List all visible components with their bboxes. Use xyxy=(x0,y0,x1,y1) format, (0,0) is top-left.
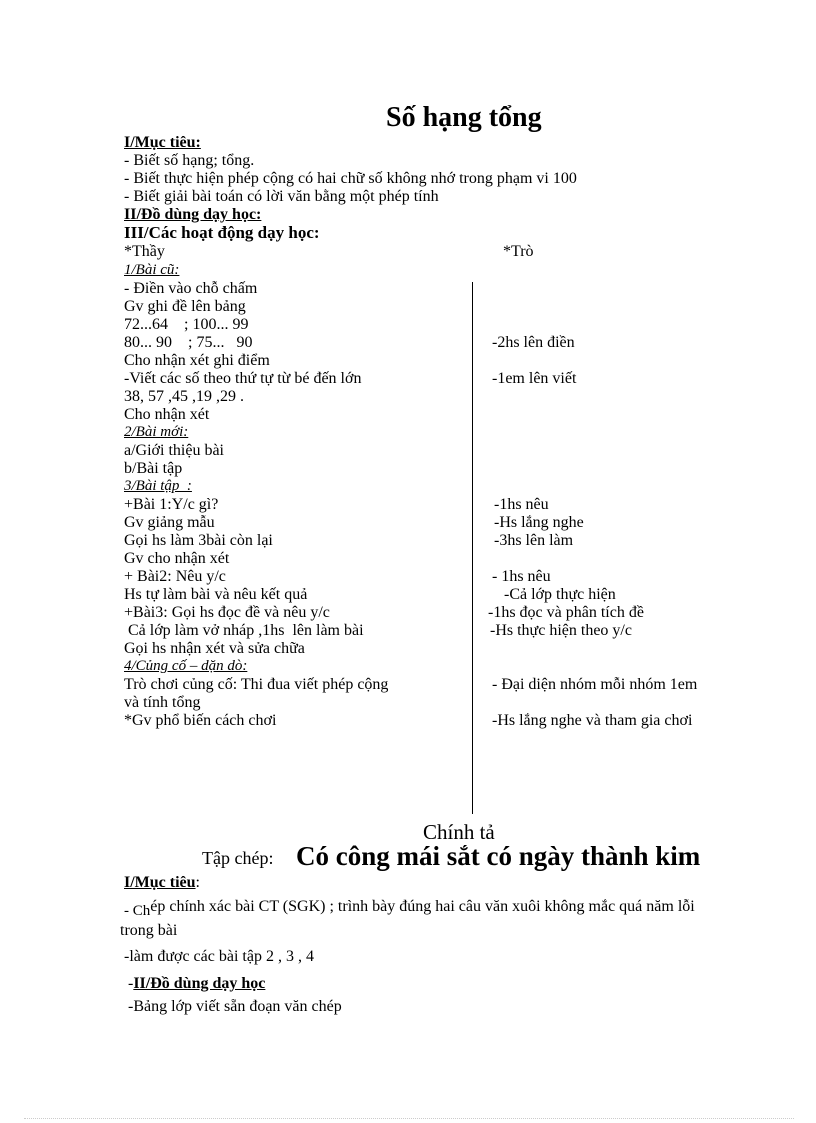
objective-line-2-cont: trong bài xyxy=(120,922,178,939)
student-line: - 1hs nêu xyxy=(492,568,551,585)
objective-line-2-start: - Ch xyxy=(124,903,151,919)
activities-heading: III/Các hoạt động dạy học: xyxy=(124,223,320,242)
section-heading-review: 4/Củng cố – dặn dò: xyxy=(124,658,248,674)
subject-title: Chính tả xyxy=(423,820,495,844)
lesson-prefix: Tập chép: xyxy=(202,848,274,868)
objectives-heading-2 xyxy=(124,874,200,892)
student-line: -2hs lên điền xyxy=(492,334,575,351)
teacher-line: *Gv phổ biến cách chơi xyxy=(124,712,277,729)
materials-heading: II/Đồ dùng dạy học: xyxy=(124,206,262,223)
teacher-line: b/Bài tập xyxy=(124,460,183,477)
teacher-line: - Điền vào chỗ chấm xyxy=(124,280,258,297)
student-line: -3hs lên làm xyxy=(494,532,574,549)
lesson-title: Có công mái sắt có ngày thành kim xyxy=(296,841,701,871)
section-heading-new-lesson: 2/Bài mới: xyxy=(124,424,189,440)
student-line: -1hs nêu xyxy=(494,496,549,513)
objectives-heading: I/Mục tiêu: xyxy=(124,134,201,151)
teacher-line: Cho nhận xét ghi điểm xyxy=(124,352,270,369)
teacher-line: Gọi hs làm 3bài còn lại xyxy=(124,532,273,549)
objective-line: - Biết số hạng; tổng. xyxy=(124,152,255,169)
materials-heading-2-label: II/Đồ dùng dạy học xyxy=(133,975,266,992)
teacher-line: 38, 57 ,45 ,19 ,29 . xyxy=(124,388,244,405)
teacher-line: Gv ghi đề lên bảng xyxy=(124,298,246,315)
materials-heading-2 xyxy=(128,975,265,993)
student-line: -1hs đọc và phân tích đề xyxy=(488,604,644,621)
objectives-heading-2-label: I/Mục tiêu xyxy=(124,874,196,891)
teacher-line: Trò chơi củng cố: Thi đua viết phép cộng xyxy=(124,676,389,693)
objective-line: - Biết thực hiện phép cộng có hai chữ số không nhớ trong phạm vi 100 xyxy=(124,170,577,187)
teacher-line: +Bài3: Gọi hs đọc đề và nêu y/c xyxy=(124,604,330,621)
teacher-line: + Bài2: Nêu y/c xyxy=(124,568,226,585)
objective-line: - Biết giải bài toán có lời văn bằng một phép tính xyxy=(124,188,439,205)
student-line: -Cả lớp thực hiện xyxy=(504,586,616,603)
teacher-line: +Bài 1:Y/c gì? xyxy=(124,496,219,513)
teacher-line: Gv cho nhận xét xyxy=(124,550,230,567)
student-line: - Đại diện nhóm mỗi nhóm 1em xyxy=(492,676,698,693)
teacher-line: 80... 90 ; 75... 90 xyxy=(124,334,253,351)
teacher-line: Hs tự làm bài và nêu kết quả xyxy=(124,586,308,603)
objectives-heading-2-colon: : xyxy=(195,874,200,891)
teacher-line: Gv giảng mẫu xyxy=(124,514,215,531)
teacher-line: 72...64 ; 100... 99 xyxy=(124,316,249,333)
student-column-header: *Trò xyxy=(503,243,534,260)
teacher-column-header: *Thầy xyxy=(124,243,165,260)
column-divider xyxy=(472,282,473,814)
teacher-line: -Viết các số theo thứ tự từ bé đến lớn xyxy=(124,370,362,387)
student-line: -Hs thực hiện theo y/c xyxy=(490,622,632,639)
teacher-line: a/Giới thiệu bài xyxy=(124,442,224,459)
objective-line-2 xyxy=(124,898,695,919)
materials-line-2: -Bảng lớp viết sẵn đoạn văn chép xyxy=(128,998,342,1015)
student-line: -Hs lắng nghe xyxy=(494,514,584,531)
footer-dotted-line xyxy=(24,1118,794,1119)
teacher-line: Gọi hs nhận xét và sửa chữa xyxy=(124,640,305,657)
page-title: Số hạng tổng xyxy=(386,102,542,133)
objective-line-3: -làm được các bài tập 2 , 3 , 4 xyxy=(124,948,314,965)
section-heading-old-lesson: 1/Bài cũ: xyxy=(124,262,180,278)
teacher-line: Cho nhận xét xyxy=(124,406,210,423)
materials-heading-2-dash: - xyxy=(128,975,134,992)
student-line: -Hs lắng nghe và tham gia chơi xyxy=(492,712,693,729)
objective-line-2-rest: ép chính xác bài CT (SGK) ; trình bày đúng hai câu văn xuôi không mắc quá năm lỗi xyxy=(150,898,695,915)
section-heading-exercises: 3/Bài tập : xyxy=(124,478,192,494)
student-line: -1em lên viết xyxy=(492,370,577,387)
teacher-line: và tính tổng xyxy=(124,694,201,711)
teacher-line: Cả lớp làm vở nháp ,1hs lên làm bài xyxy=(124,622,364,639)
